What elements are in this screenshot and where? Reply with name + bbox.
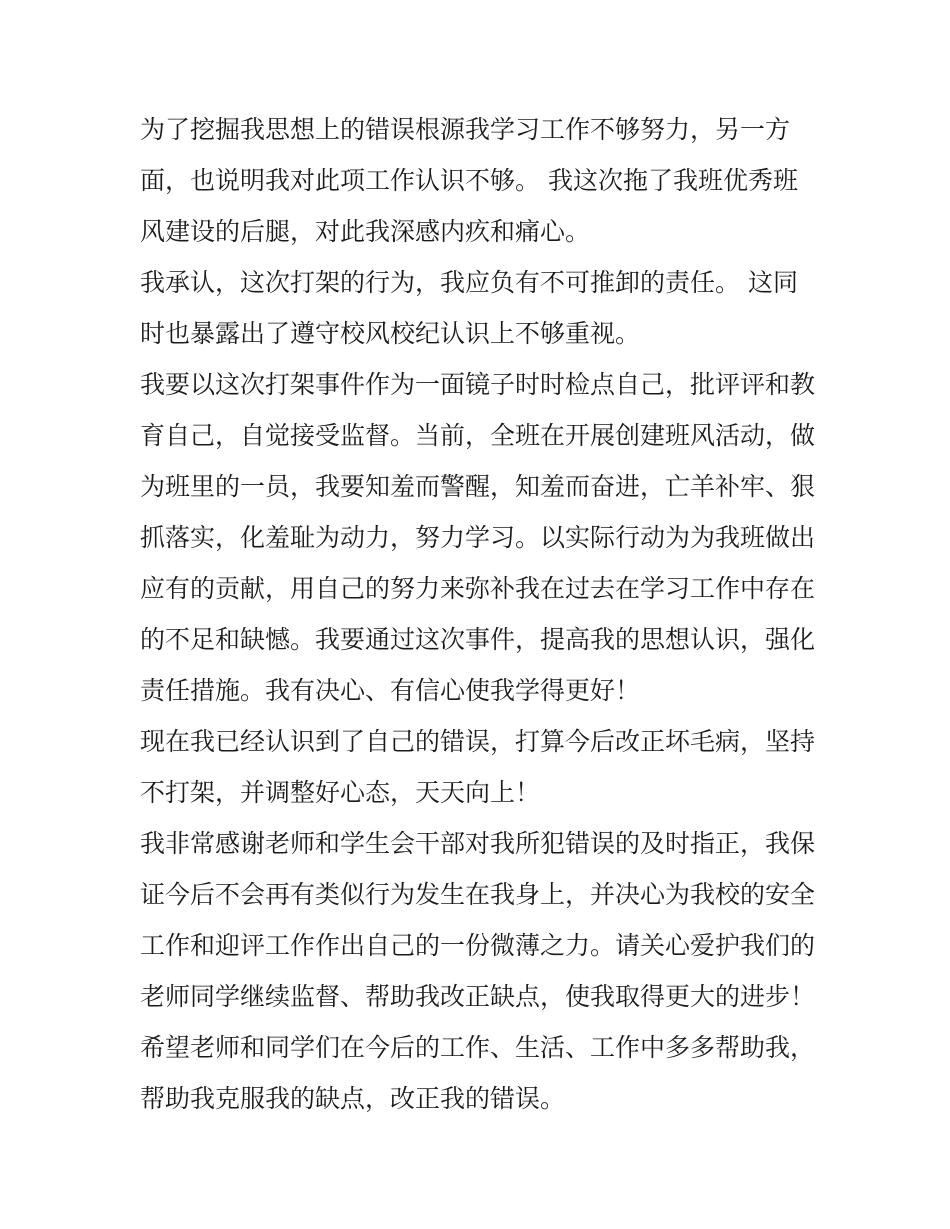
text-line: 风建设的后腿，对此我深感内疚和痛心。 xyxy=(140,217,591,246)
text-line: 老师同学继续监督、帮助我改正缺点，使我取得更大的进步！ xyxy=(140,982,816,1011)
text-line: 的不足和缺憾。我要通过这次事件，提高我的思想认识，强化 xyxy=(140,625,816,654)
text-line: 我要以这次打架事件作为一面镜子时时检点自己，批评评和教 xyxy=(140,370,816,399)
text-line: 我承认，这次打架的行为，我应负有不可推卸的责任。 这同 xyxy=(140,268,798,297)
text-line: 时也暴露出了遵守校风校纪认识上不够重视。 xyxy=(140,319,641,348)
text-line: 现在我已经认识到了自己的错误，打算今后改正坏毛病，坚持 xyxy=(140,727,816,756)
text-line: 工作和迎评工作作出自己的一份微薄之力。请关心爱护我们的 xyxy=(140,931,816,960)
text-line: 应有的贡献，用自己的努力来弥补我在过去在学习工作中存在 xyxy=(140,574,816,603)
text-line: 为了挖掘我思想上的错误根源我学习工作不够努力，另一方 xyxy=(140,115,791,144)
document-body xyxy=(140,104,820,1124)
text-line: 为班里的一员，我要知羞而警醒，知羞而奋进，亡羊补牢、狠 xyxy=(140,472,816,501)
text-line: 不打架，并调整好心态，天天向上！ xyxy=(140,778,541,807)
text-line: 帮助我克服我的缺点，改正我的错误。 xyxy=(140,1084,566,1113)
text-line: 我非常感谢老师和学生会干部对我所犯错误的及时指正，我保 xyxy=(140,829,816,858)
text-line: 育自己，自觉接受监督。当前，全班在开展创建班风活动，做 xyxy=(140,421,816,450)
text-line: 责任措施。我有决心、有信心使我学得更好！ xyxy=(140,676,641,705)
text-line: 希望老师和同学们在今后的工作、生活、工作中多多帮助我， xyxy=(140,1033,816,1062)
text-line: 面，也说明我对此项工作认识不够。 我这次拖了我班优秀班 xyxy=(140,166,798,195)
text-line: 抓落实，化羞耻为动力，努力学习。以实际行动为为我班做出 xyxy=(140,523,816,552)
text-line: 证今后不会再有类似行为发生在我身上，并决心为我校的安全 xyxy=(140,880,816,909)
